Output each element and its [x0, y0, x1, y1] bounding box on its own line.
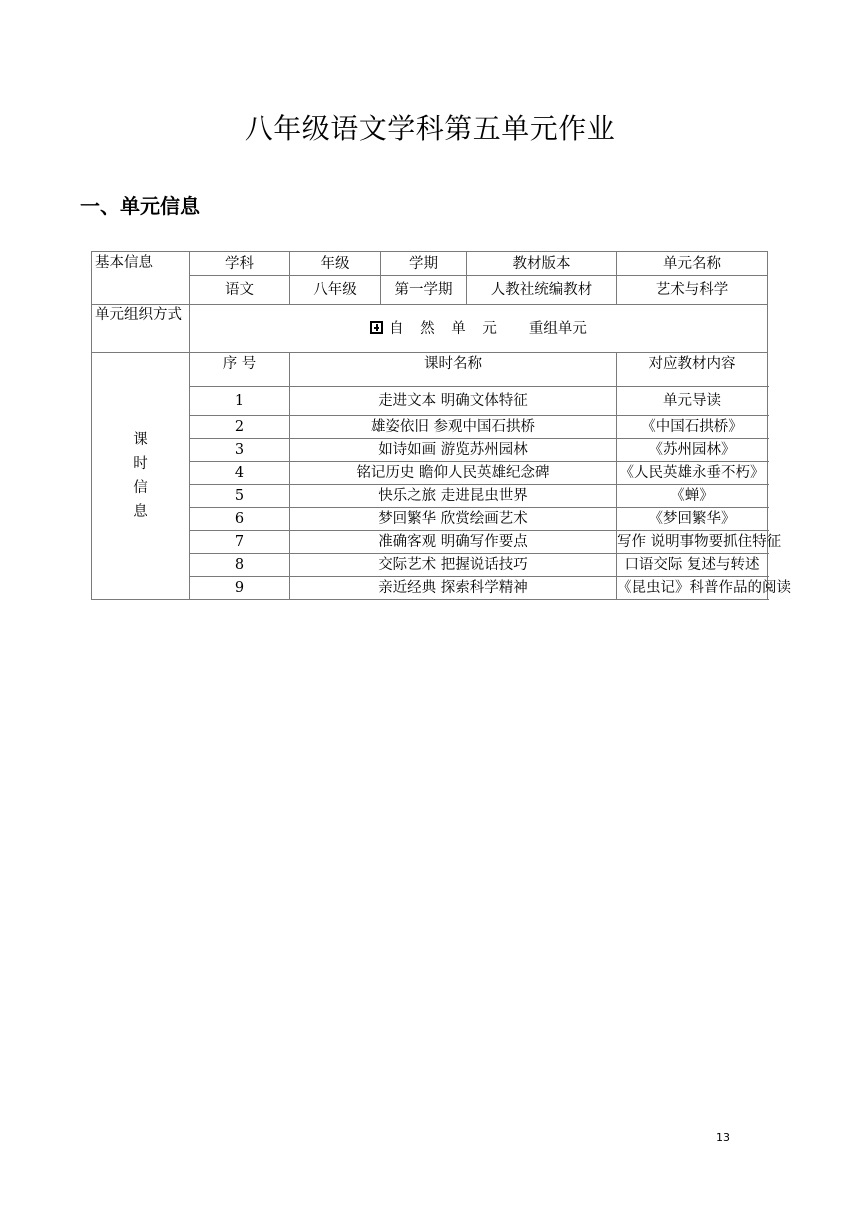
- header-lesson-name: 课时名称: [290, 353, 617, 387]
- lesson-info-char: 信: [133, 480, 148, 496]
- lesson-name: 铭记历史 瞻仰人民英雄纪念碑: [290, 462, 617, 485]
- org-label: [92, 305, 190, 353]
- table-row: [92, 353, 768, 387]
- value-term: 第一学期: [381, 276, 467, 305]
- lesson-content: 《人民英雄永垂不朽》: [617, 462, 768, 485]
- table-row: [92, 439, 768, 462]
- lesson-info-label: [92, 353, 190, 600]
- lesson-number: 2: [190, 416, 290, 439]
- lesson-content: 《梦回繁华》: [617, 508, 768, 531]
- table-row: [92, 387, 768, 416]
- lesson-content: 口语交际 复述与转述: [617, 554, 768, 577]
- basic-info-label: 基本信息: [92, 252, 190, 305]
- lesson-content: 《蝉》: [617, 485, 768, 508]
- header-textbook: 教材版本: [467, 252, 617, 276]
- header-subject: 学科: [190, 252, 290, 276]
- lesson-name: 亲近经典 探索科学精神: [290, 577, 617, 600]
- lesson-info-char: 时: [133, 456, 148, 472]
- table-row: [92, 462, 768, 485]
- unit-info-table: [91, 251, 791, 600]
- lesson-number: 3: [190, 439, 290, 462]
- table-row: [92, 508, 768, 531]
- header-term: 学期: [381, 252, 467, 276]
- section-heading: 一、单元信息: [80, 194, 200, 218]
- header-lesson-content: 对应教材内容: [617, 353, 768, 387]
- table-row: [92, 577, 768, 600]
- checkbox-checked-icon: [370, 321, 383, 334]
- header-grade: 年级: [290, 252, 381, 276]
- table-row: [92, 416, 768, 439]
- lesson-content: 《苏州园林》: [617, 439, 768, 462]
- value-grade: 八年级: [290, 276, 381, 305]
- value-unit-name: 艺术与科学: [617, 276, 768, 305]
- lesson-name: 准确客观 明确写作要点: [290, 531, 617, 554]
- lesson-content: 《中国石拱桥》: [617, 416, 768, 439]
- page-number: 13: [716, 1131, 730, 1144]
- org-label-text: 单元组织方式: [95, 307, 182, 323]
- lesson-info-char: 课: [133, 432, 148, 448]
- value-textbook: 人教社统编教材: [467, 276, 617, 305]
- lesson-info-char: 息: [133, 504, 148, 520]
- value-subject: 语文: [190, 276, 290, 305]
- lesson-number: 5: [190, 485, 290, 508]
- lesson-content: 单元导读: [617, 387, 768, 416]
- org-options: [190, 305, 768, 353]
- lesson-name: 梦回繁华 欣赏绘画艺术: [290, 508, 617, 531]
- lesson-name: 雄姿依旧 参观中国石拱桥: [290, 416, 617, 439]
- lesson-number: 1: [190, 387, 290, 416]
- lesson-number: 6: [190, 508, 290, 531]
- lesson-name: 交际艺术 把握说话技巧: [290, 554, 617, 577]
- table-row: [92, 276, 768, 305]
- table-row: [92, 252, 768, 276]
- org-option-natural: 自 然 单 元: [389, 320, 503, 337]
- lesson-name: 走进文本 明确文体特征: [290, 387, 617, 416]
- org-option-regroup: 重组单元: [528, 320, 587, 337]
- lesson-number: 7: [190, 531, 290, 554]
- lesson-number: 9: [190, 577, 290, 600]
- lesson-number: 4: [190, 462, 290, 485]
- lesson-name: 快乐之旅 走进昆虫世界: [290, 485, 617, 508]
- lesson-number: 8: [190, 554, 290, 577]
- table-row: [92, 305, 768, 353]
- table-row: [92, 531, 768, 554]
- lesson-content: 写作 说明事物要抓住特征: [617, 531, 768, 554]
- header-lesson-number: 序 号: [190, 353, 290, 387]
- lesson-name: 如诗如画 游览苏州园林: [290, 439, 617, 462]
- header-unit-name: 单元名称: [617, 252, 768, 276]
- page-title: 八年级语文学科第五单元作业: [244, 112, 616, 145]
- table-row: [92, 485, 768, 508]
- table-row: [92, 554, 768, 577]
- lesson-content: 《昆虫记》科普作品的阅读: [617, 577, 768, 600]
